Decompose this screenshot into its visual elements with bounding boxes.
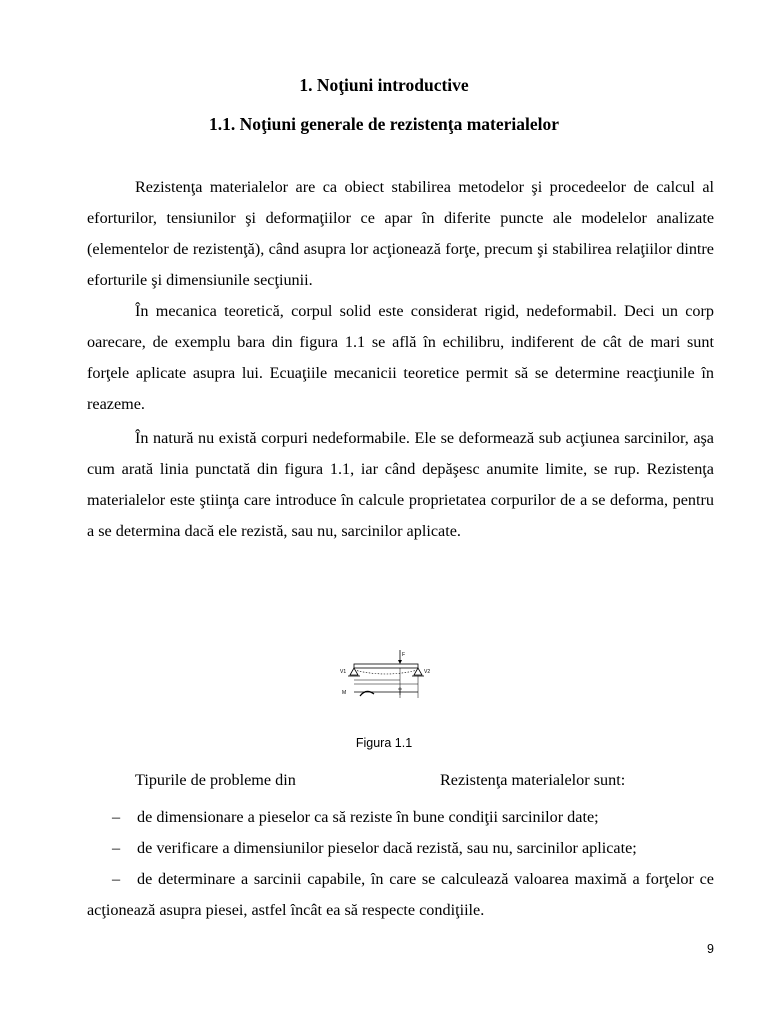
paragraph-3: În natură nu există corpuri nedeformabile. Ele se deformează sub acţiunea sarcinilor, aşa cum arată linia punctată din figura 1.1, iar când depăşesc anumite limite, se rup. Rezistenţa materialelor este ştiinţa care introduce în calcule proprietatea corpurilor de a se deforma, pentru a se determina dacă ele rezistă, sau nu, sarcinilor aplicate.	[87, 429, 714, 540]
right-reaction-label: V2	[424, 669, 431, 675]
paragraph-2: În mecanica teoretică, corpul solid este considerat rigid, nedeformabil. Deci un corp oarecare, de exemplu bara din figura 1.1 se află în echilibru, indiferent de cât de mari sunt forţele aplicate asupra lui. Ecuaţiile mecanicii teoretice permit să se determine reacţiunile în reazeme.	[87, 302, 714, 413]
problem-types-list	[87, 802, 714, 926]
list-item-text: de determinare a sarcinii capabile, în care se calculează valoarea maximă a forţelor ce acţionează asupra piesei, astfel încât ea să respecte condiţiile.	[87, 870, 714, 919]
section-heading: 1.1. Noţiuni generale de rezistenţa materialelor	[208, 114, 560, 134]
paragraph-1-block	[87, 172, 714, 296]
page-number: 9	[707, 942, 714, 956]
chapter-heading: 1. Noţiuni introductive	[299, 75, 469, 95]
problem-types-intro	[135, 768, 626, 792]
right-support	[414, 668, 422, 675]
problem-types-intro-tail: Rezistenţa materialelor sunt:	[440, 771, 626, 789]
figure-caption: Figura 1.1	[355, 736, 413, 750]
list-item	[87, 864, 714, 926]
left-support	[350, 668, 358, 675]
list-item-text: de dimensionare a pieselor ca să reziste în bune condiţii sarcinilor date;	[137, 808, 599, 826]
paragraph-2-block	[87, 296, 714, 420]
list-dash: –	[112, 808, 121, 826]
beam-diagram	[338, 648, 434, 704]
force-label: F	[402, 652, 406, 658]
paragraph-3-block	[87, 423, 714, 547]
list-dash: –	[112, 870, 121, 888]
moment-label: M	[342, 690, 347, 696]
beam	[354, 664, 418, 668]
list-item-text: de verificare a dimensiunilor pieselor dacă rezistă, sau nu, sarcinilor aplicate;	[137, 839, 637, 857]
problem-types-intro-lead: Tipurile de probleme din	[135, 771, 296, 789]
deflection-curve	[354, 670, 418, 674]
list-item	[87, 802, 714, 833]
list-item	[87, 833, 714, 864]
paragraph-1: Rezistenţa materialelor are ca obiect stabilirea metodelor şi procedeelor de calcul al eforturilor, tensiunilor şi deformaţiilor ce apar în diferite puncte ale modelelor analizate (elementelor de rezistenţă), când asupra lor acţionează forţe, precum şi stabilirea relaţiilor dintre eforturile şi dimensiunile secţiunii.	[87, 178, 714, 289]
list-dash: –	[112, 839, 121, 857]
left-reaction-label: V1	[340, 669, 347, 675]
